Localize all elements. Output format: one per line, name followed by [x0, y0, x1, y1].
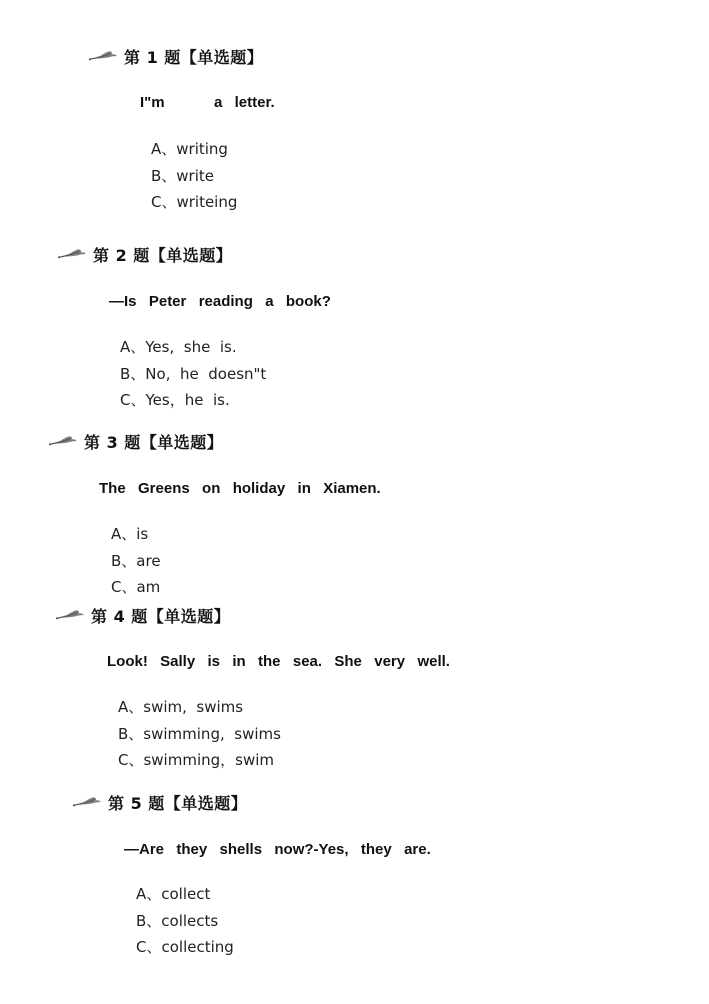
question-2-heading: 第 2 题【单选题】: [93, 245, 233, 265]
question-4-stem: Look! Sally is in the sea. She very well.: [107, 653, 450, 670]
question-2-options: [120, 334, 266, 414]
quill-icon: [57, 248, 87, 260]
option-a[interactable]: A、swim, swims: [118, 698, 244, 716]
question-1-heading: 第 1 题【单选题】: [124, 47, 264, 67]
question-5-options: [136, 881, 234, 961]
option-b[interactable]: B、are: [111, 551, 161, 570]
quill-icon: [55, 609, 85, 621]
option-a[interactable]: A、Yes, she is.: [120, 338, 237, 356]
option-b[interactable]: B、No, he doesn"t: [120, 364, 267, 383]
option-a[interactable]: A、collect: [136, 885, 211, 903]
option-c[interactable]: C、collecting: [136, 938, 234, 956]
question-4-heading: 第 4 题【单选题】: [91, 606, 231, 626]
question-4-options: [118, 694, 281, 774]
option-c[interactable]: C、writeing: [151, 193, 238, 211]
option-b[interactable]: B、write: [151, 166, 215, 185]
option-c[interactable]: C、swimming，swim: [118, 751, 275, 769]
option-b[interactable]: B、swimming, swims: [118, 724, 281, 743]
quill-icon: [88, 50, 118, 62]
option-c[interactable]: C、Yes，he is.: [120, 391, 230, 409]
question-3-stem: The Greens on holiday in Xiamen.: [99, 480, 381, 497]
question-2-stem: —Is Peter reading a book?: [109, 293, 331, 310]
option-b[interactable]: B、collects: [136, 911, 219, 930]
quill-icon: [48, 435, 78, 447]
question-1-stem: I"m a letter.: [140, 94, 275, 111]
question-1-header: [88, 44, 263, 68]
question-2-header: [57, 242, 232, 266]
question-3-heading: 第 3 题【单选题】: [84, 432, 224, 452]
option-a[interactable]: A、writing: [151, 140, 228, 158]
question-5-header: [72, 790, 247, 814]
question-3-header: [48, 429, 223, 453]
question-5-stem: —Are they shells now?-Yes, they are.: [124, 841, 431, 858]
question-5-heading: 第 5 题【单选题】: [108, 793, 248, 813]
question-1-options: [151, 136, 237, 216]
question-3-options: [111, 521, 161, 601]
option-a[interactable]: A、is: [111, 525, 149, 543]
option-c[interactable]: C、am: [111, 578, 161, 596]
quill-icon: [72, 796, 102, 808]
question-4-header: [55, 603, 230, 627]
